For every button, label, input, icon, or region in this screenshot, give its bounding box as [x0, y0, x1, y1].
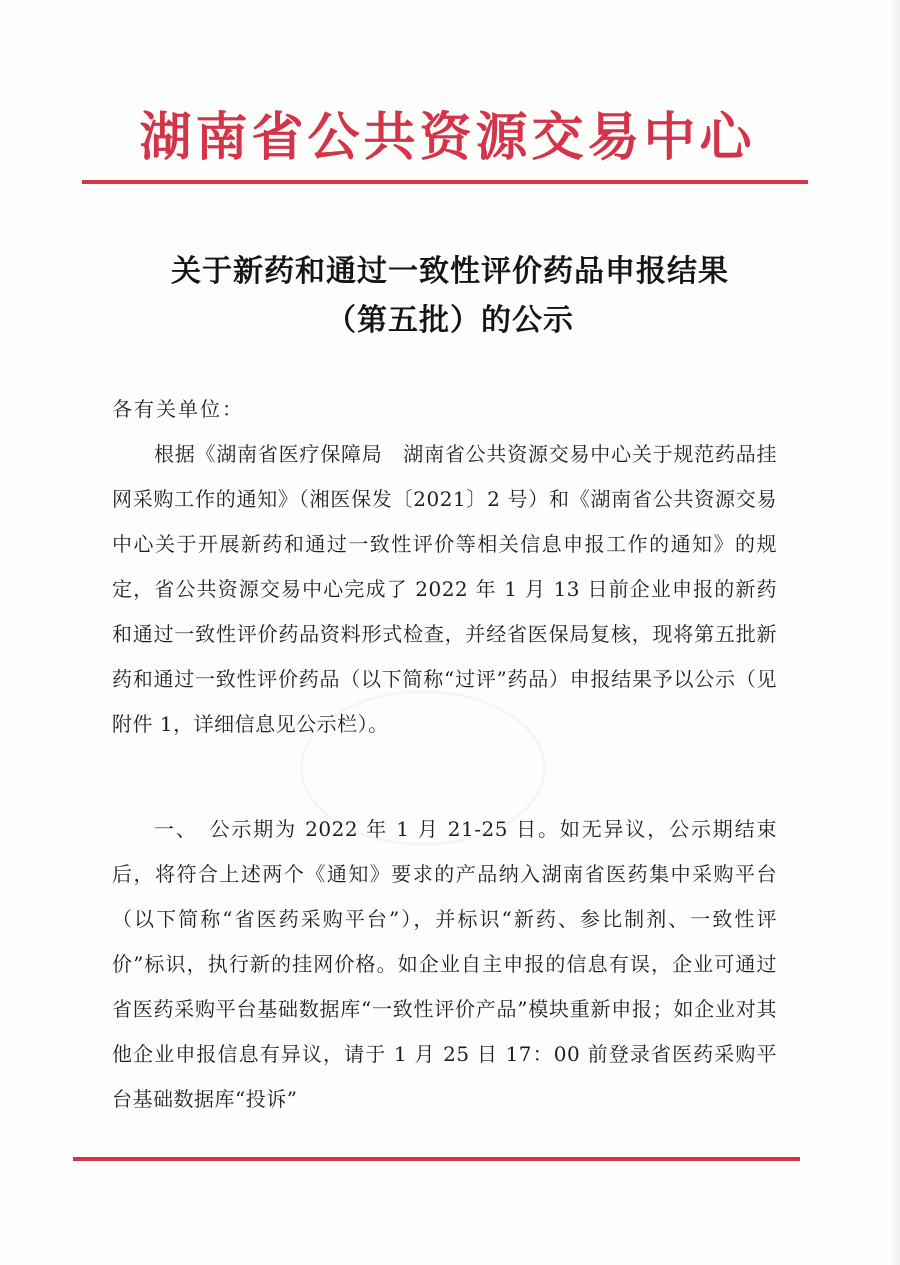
page-edge-shadow: [890, 0, 900, 1265]
document-title-line2: （第五批）的公示: [326, 303, 574, 338]
body-paragraph-2: 一、 公示期为 2022 年 1 月 21-25 日。如无异议，公示期结束后，将符合上述两个《通知》要求的产品纳入湖南省医药集中采购平台（以下简称“省医药采购平台”），并标识“新药、参比制剂、一致性评价”标识，执行新的挂网价格。如企业自主申报的信息有误，企业可通过省医药采购平台基础数据库“一致性评价产品”模块重新申报；如企业对其他企业申报信息有异议，请于 1 月 25 日 17：00 前登录省医药采购平台基础数据库“投诉”: [112, 817, 777, 1111]
organization-header: 湖南省公共资源交易中心: [139, 107, 756, 168]
salutation: 各有关单位：: [112, 397, 244, 421]
footer-red-rule: [73, 1157, 800, 1161]
header-red-rule: [82, 180, 808, 184]
document-title-line1: 关于新药和通过一致性评价药品申报结果: [171, 254, 729, 289]
body-paragraph-1: 根据《湖南省医疗保障局 湖南省公共资源交易中心关于规范药品挂网采购工作的通知》（湘医保发〔2021〕2 号）和《湖南省公共资源交易中心关于开展新药和通过一致性评价等相关信息申报工作的通知》的规定，省公共资源交易中心完成了 2022 年 1 月 13 日前企业申报的新药和通过一致性评价药品资料形式检查，并经省医保局复核，现将第五批新药和通过一致性评价药品（以下简称“过评”药品）申报结果予以公示（见附件 1，详细信息见公示栏）。: [112, 442, 777, 736]
